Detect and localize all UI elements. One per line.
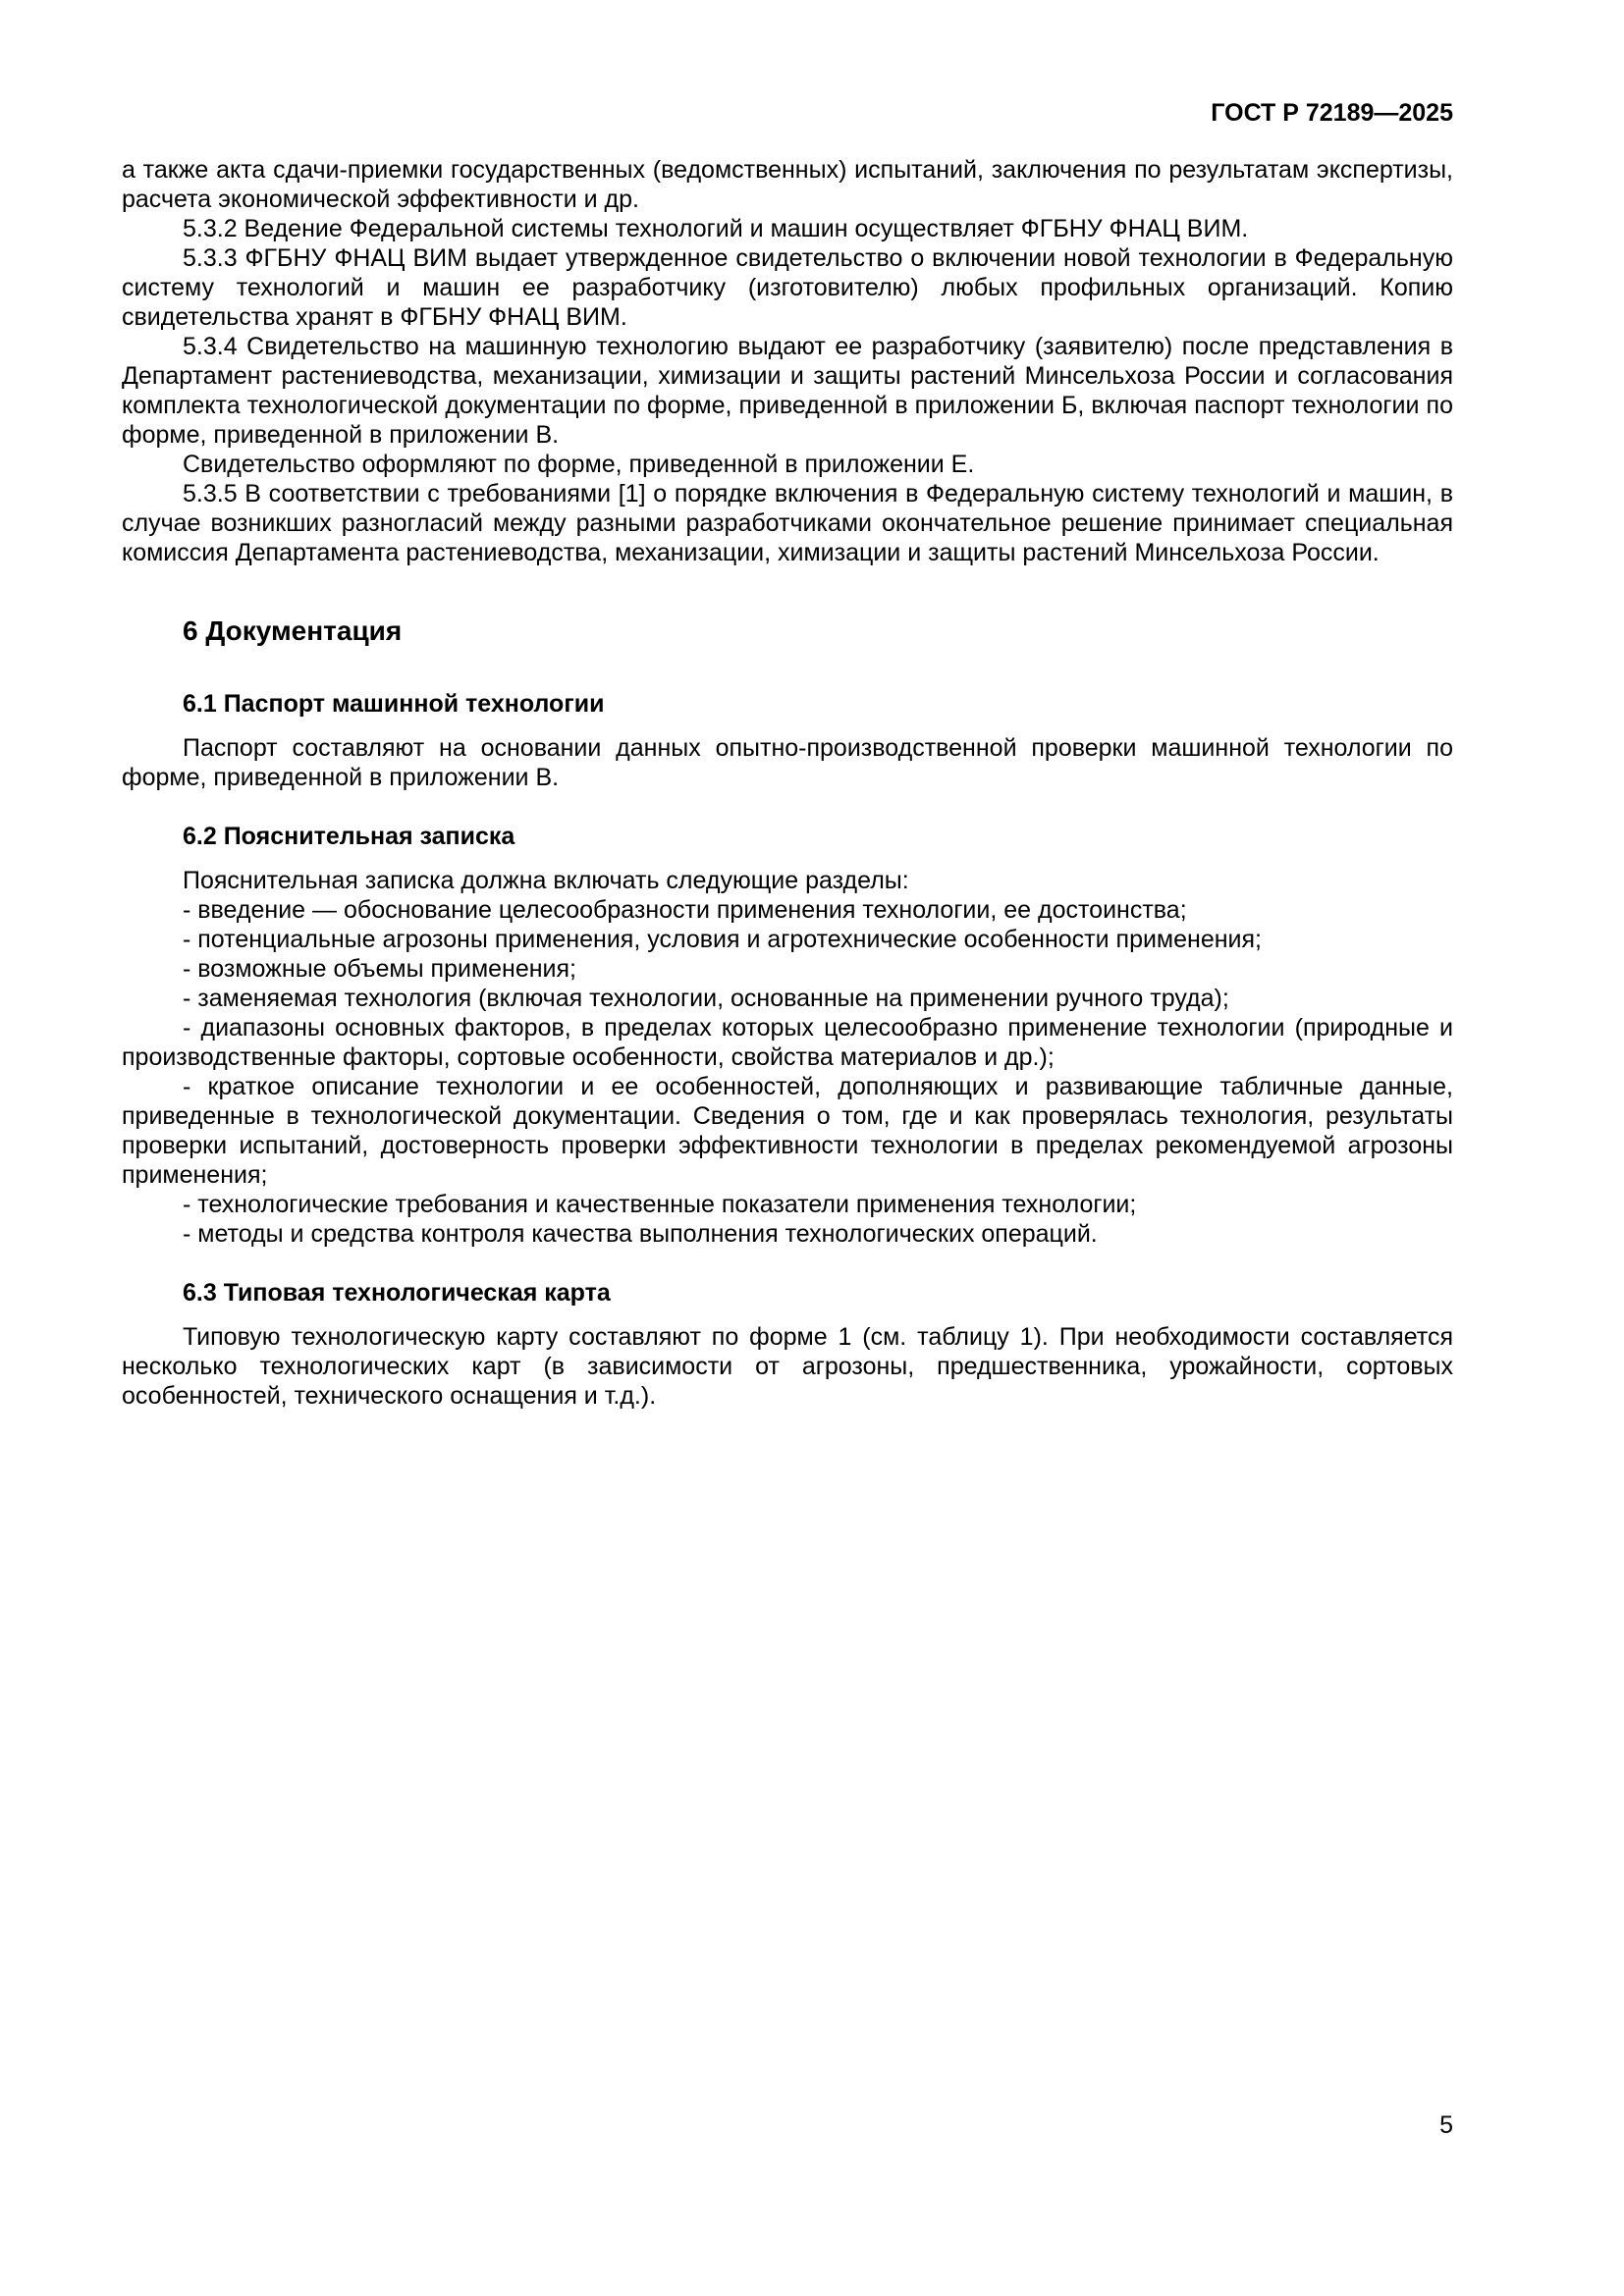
section-6-heading: 6 Документация	[183, 615, 403, 646]
page-number: 5	[1439, 2111, 1453, 2139]
clause-5-3-5: 5.3.5 В соответствии с требованиями [1] о порядке включения в Федеральную систему технологий и машин, в случае возникших разногласий между разными разработчиками окончательное решение принимает специальная комиссия Департамента растениеводства, механизации, химизации и защиты растений Минсельхоза России.	[122, 480, 1453, 566]
clause-5-3-4-note: Свидетельство оформляют по форме, приведенной в приложении Е.	[183, 451, 975, 478]
doc-code-header: ГОСТ Р 72189—2025	[1211, 99, 1453, 127]
clause-5-3-2: 5.3.2 Ведение Федеральной системы технологий и машин осуществляет ФГБНУ ФНАЦ ВИМ.	[183, 215, 1249, 242]
paragraph-6-2-intro: Пояснительная записка должна включать следующие разделы:	[183, 867, 909, 894]
list-item-brief-description: - краткое описание технологии и ее особенностей, дополняющих и развивающие табличные данные, приведенные в технологической документации. Сведения о том, где и как проверялась технология, результаты проверки испытаний, достоверность проверки эффективности технологии в пределах рекомендуемой агрозоны применения;	[122, 1073, 1453, 1189]
clause-5-3-3: 5.3.3 ФГБНУ ФНАЦ ВИМ выдает утвержденное свидетельство о включении новой технологии в Федеральную систему технологий и машин ее разработчику (изготовителю) любых профильных организаций. Копию свидетельства хранят в ФГБНУ ФНАЦ ВИМ.	[122, 244, 1453, 331]
list-item-quality-control: - методы и средства контроля качества выполнения технологических операций.	[183, 1220, 1098, 1248]
list-item-volumes: - возможные объемы применения;	[183, 955, 577, 983]
list-item-tech-requirements: - технологические требования и качественные показатели применения технологии;	[183, 1191, 1137, 1218]
paragraph-continuation: а также акта сдачи-приемки государственных (ведомственных) испытаний, заключения по результатам экспертизы, расчета экономической эффективности и др.	[122, 156, 1453, 213]
subsection-6-3-heading: 6.3 Типовая технологическая карта	[183, 1279, 611, 1307]
document-body	[122, 155, 1453, 1411]
list-item-replaced-technology: - заменяемая технология (включая технологии, основанные на применении ручного труда);	[183, 985, 1229, 1012]
list-item-factor-ranges: - диапазоны основных факторов, в пределах которых целесообразно применение технологии (природные и производственные факторы, сортовые особенности, свойства материалов и др.);	[122, 1014, 1453, 1071]
paragraph-6-1: Паспорт составляют на основании данных опытно-производственной проверки машинной технологии по форме, приведенной в приложении В.	[122, 734, 1453, 791]
subsection-6-2-heading: 6.2 Пояснительная записка	[183, 823, 515, 850]
subsection-6-1-heading: 6.1 Паспорт машинной технологии	[183, 690, 605, 718]
list-item-agrozones: - потенциальные агрозоны применения, условия и агротехнические особенности применения;	[183, 926, 1262, 953]
clause-5-3-4: 5.3.4 Свидетельство на машинную технологию выдают ее разработчику (заявителю) после представления в Департамент растениеводства, механизации, химизации и защиты растений Минсельхоза России и согласования комплекта технологической документации по форме, приведенной в приложении Б, включая паспорт технологии по форме, приведенной в приложении В.	[122, 333, 1453, 449]
paragraph-6-3: Типовую технологическую карту составляют по форме 1 (см. таблицу 1). При необходимости составляется несколько технологических карт (в зависимости от агрозоны, предшественника, урожайности, сортовых особенностей, технического оснащения и т.д.).	[122, 1323, 1453, 1410]
list-item-introduction: - введение — обоснование целесообразности применения технологии, ее достоинства;	[183, 896, 1187, 924]
